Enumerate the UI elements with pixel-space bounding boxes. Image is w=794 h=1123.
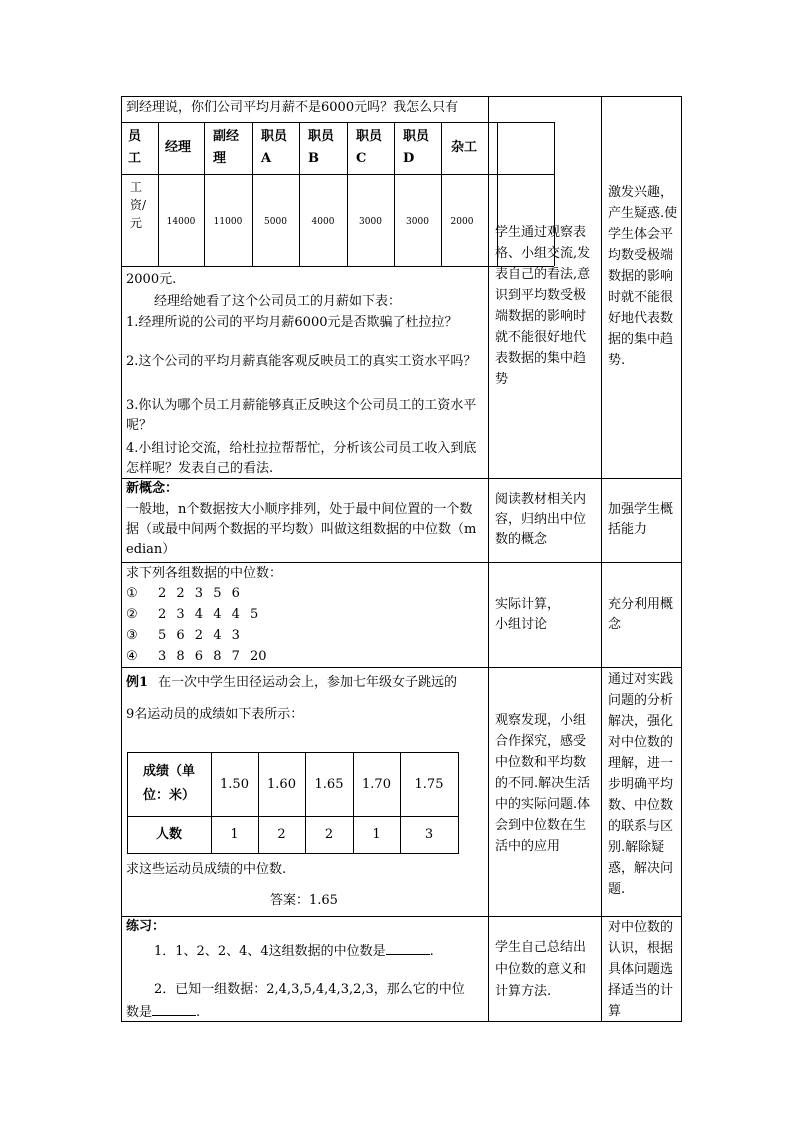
salary-col-line	[158, 122, 159, 266]
intro-text-manager: 经理给她看了这个公司员工的月薪如下表：	[154, 294, 402, 309]
salary-header-staff-d: 职员D	[403, 129, 430, 166]
score-value: 1.65	[314, 777, 344, 792]
exercise-design-intent: 充分利用概念	[608, 597, 674, 632]
intro-line-top: 到经理说，你们公司平均月薪不是6000元吗？我怎么只有	[126, 100, 459, 115]
intro-question-2: 2.这个公司的平均月薪真能客观反映员工的真实工资水平吗？	[126, 354, 477, 369]
salary-col-line	[441, 122, 442, 266]
score-table-bottom	[127, 853, 459, 854]
practice-question-2-tail: 数是	[126, 1005, 153, 1020]
row-divider-4	[121, 916, 682, 917]
count-header-label: 人数	[155, 827, 182, 842]
intro-student-activity: 学生通过观察表格、小组交流,发表自己的看法,意识到平均数受极端数据的影响时就不能很好地代表数据的集中趋势	[495, 225, 591, 387]
practice-question-2: 2．已知一组数据：2,4,3,5,4,4,3,2,3，那么它的中位	[154, 982, 465, 997]
practice-question-1: 1．1、2、2、4、4这组数据的中位数是 .	[154, 940, 434, 962]
salary-header-employee: 员工	[128, 129, 142, 166]
practice-question-2-cont: 数是 .	[126, 1001, 200, 1023]
concept-design-intent: 加强学生概括能力	[608, 502, 674, 537]
salary-col-line	[394, 122, 395, 266]
salary-value-staff-b: 4000	[311, 217, 335, 227]
salary-value-deputy: 11000	[213, 217, 243, 227]
table-border-bottom	[121, 1021, 682, 1022]
column-divider-1	[488, 96, 489, 1021]
example-question: 求这些运动员成绩的中位数.	[126, 862, 287, 877]
count-value: 1	[230, 827, 239, 842]
exercise-mark-4: ④	[126, 649, 138, 664]
salary-col-line	[204, 122, 205, 266]
salary-header-staff-a: 职员A	[261, 129, 288, 166]
salary-table-bottom	[121, 266, 554, 267]
practice-student-activity: 学生自己总结出中位数的意义和计算方法.	[495, 940, 587, 999]
exercise-values-4: 3 8 6 8 7 20	[158, 649, 267, 664]
salary-col-line	[252, 122, 253, 266]
salary-col-line	[347, 122, 348, 266]
salary-value-handyman: 2000	[450, 217, 474, 227]
concept-body: 一般地，n个数据按大小顺序排列，处于最中间位置的一个数据（或最中间两个数据的平均数）叫做这组数据的中位数（median）	[126, 502, 477, 557]
score-table-top	[127, 752, 459, 753]
table-border-left	[121, 96, 122, 1021]
salary-value-staff-d: 3000	[406, 217, 429, 227]
row-divider-2	[121, 562, 682, 563]
score-value: 1.75	[414, 777, 444, 792]
intro-design-intent: 激发兴趣，产生疑惑.使学生体会平均数受极端数据的影响时就不能很好地代表数据的集中趋势.	[608, 185, 678, 368]
answer-blank[interactable]	[386, 940, 430, 955]
exercise-mark-1: ①	[126, 586, 138, 601]
row-divider-3	[121, 667, 682, 668]
score-value: 1.50	[220, 777, 249, 792]
example-text-2: 9名运动员的成绩如下表所示：	[126, 707, 304, 722]
salary-value-manager: 14000	[166, 217, 196, 227]
count-value: 3	[424, 827, 434, 842]
practice-question-1-text: 1．1、2、2、4、4这组数据的中位数是	[154, 944, 386, 959]
score-value: 1.70	[362, 777, 391, 792]
answer-blank[interactable]	[152, 1001, 196, 1016]
example-text-1: 在一次中学生田径运动会上，参加七年级女子跳远的	[158, 675, 458, 690]
score-value: 1.60	[267, 777, 296, 792]
salary-header-staff-c: 职员C	[356, 129, 383, 166]
intro-question-4: 4.小组讨论交流，给杜拉拉帮帮忙，分析该公司员工收入到底怎样呢？发表自己的看法.	[126, 441, 477, 476]
salary-row-label: 工资/元	[130, 180, 147, 230]
exercise-student-activity: 实际计算，小组讨论	[495, 597, 561, 632]
exercise-values-3: 5 6 2 4 3	[158, 628, 240, 643]
score-table-mid	[127, 816, 459, 817]
column-divider-2	[601, 96, 602, 1021]
practice-design-intent: 对中位数的认识，根据具体问题选择适当的计算	[608, 920, 674, 1019]
salary-header-deputy: 副经理	[213, 129, 240, 166]
salary-value-staff-c: 3000	[359, 217, 382, 227]
salary-table-mid	[121, 174, 554, 175]
example-student-activity: 观察发现，小组合作探究，感受中位数和平均数的不同.解决生活中的实际问题.体会到中位数在生活中的应用	[495, 713, 591, 854]
concept-heading: 新概念：	[126, 481, 179, 496]
exercise-mark-3: ③	[126, 628, 138, 643]
exercise-values-2: 2 3 4 4 4 5	[158, 607, 259, 622]
count-value: 2	[324, 827, 334, 842]
concept-student-activity: 阅读教材相关内容，归纳出中位数的概念	[495, 492, 587, 547]
count-value: 1	[372, 827, 381, 842]
score-header-label: 成绩（单位：米）	[142, 764, 195, 803]
table-border-right	[681, 96, 682, 1021]
example-label: 例1	[126, 675, 149, 690]
exercise-mark-2: ②	[126, 607, 138, 622]
salary-col-line	[299, 122, 300, 266]
score-col-line	[458, 752, 459, 854]
count-value: 2	[277, 827, 286, 842]
salary-value-staff-a: 5000	[264, 217, 287, 227]
salary-header-handyman: 杂工	[451, 140, 478, 155]
intro-question-1: 1.经理所说的公司的平均月薪6000元是否欺骗了杜拉拉？	[126, 315, 458, 330]
example-answer: 答案：1.65	[270, 893, 338, 908]
table-border-top	[121, 96, 682, 97]
salary-header-manager: 经理	[165, 140, 192, 155]
intro-question-3: 3.你认为哪个员工月薪能够真正反映这个公司员工的工资水平呢？	[126, 398, 477, 433]
exercise-values-1: 2 2 3 5 6	[158, 586, 240, 601]
exercise-prompt: 求下列各组数据的中位数：	[126, 566, 283, 581]
practice-heading: 练习：	[126, 919, 166, 934]
intro-text-after: 2000元.	[126, 272, 177, 287]
salary-header-staff-b: 职员B	[308, 129, 335, 166]
example-design-intent: 通过对实践问题的分析解决，强化对中位数的理解，进一步明确平均数、中位数的联系与区别.解除疑惑，解决问题.	[608, 672, 674, 897]
salary-table-top	[121, 122, 554, 123]
